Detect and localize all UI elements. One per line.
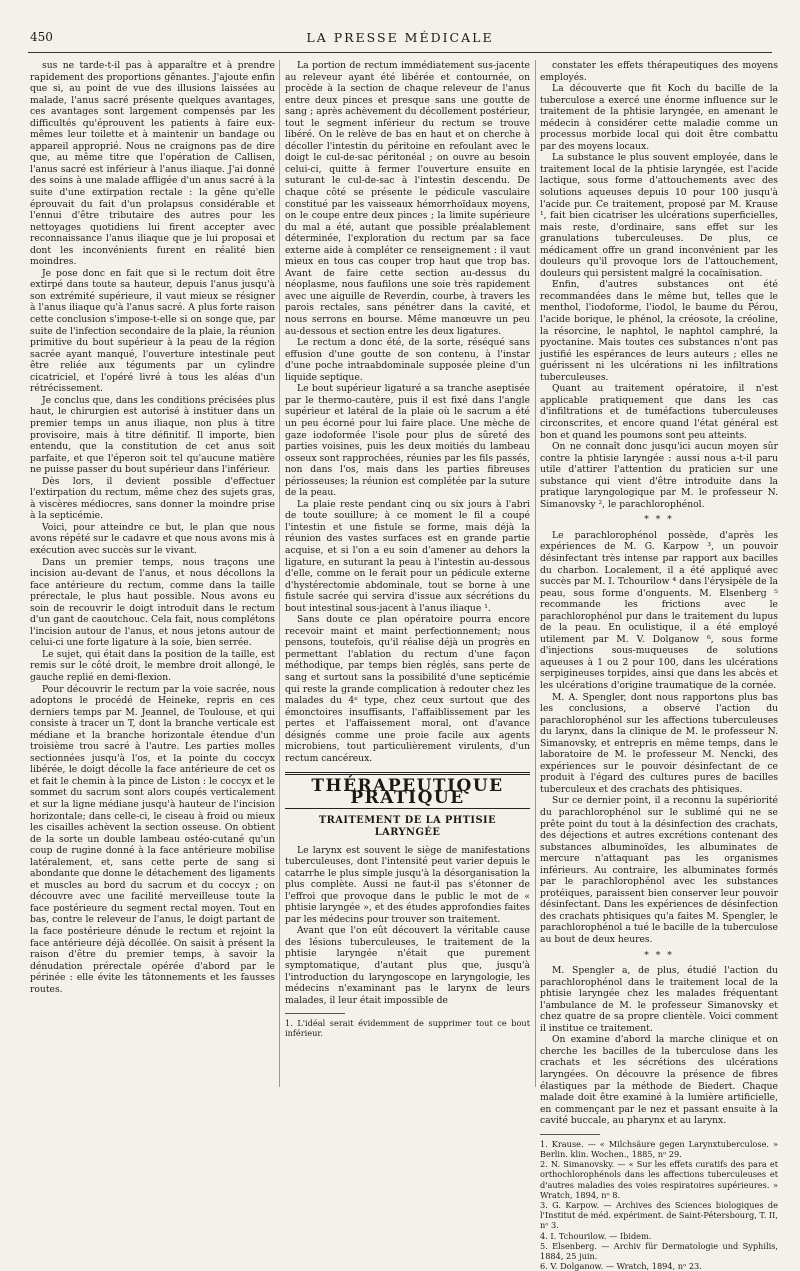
paragraph: Le parachlorophénol possède, d'après les expériences de M. G. Karpow ³, un pouvoir désinfectant très intense par rapport aux bacilles du charbon. Localement, il a été appliqué avec succès par M. I. Tchourilow ⁴ dans l'érysipèle de la peau, sous forme d'onguents. M. Elsenberg ⁵ recommande les frictions avec le parachlorophénol pur dans le traitement du lupus de la peau. En oculistique, il a été employé utilement par M. V. Dolganow ⁶, sous forme d'injections sous-muqueuses de solutions aqueuses à 1 ou 2 pour 100, dans les ulcérations serpigineuses torpides, ainsi que dans les abcès et les ulcérations d'origine traumatique de la cornée.: [540, 529, 778, 691]
paragraph: La plaie reste pendant cinq ou six jours à l'abri de toute souillure; à ce moment le fil a coupé l'intestin et une fistule se forme, mais déjà la réunion des vastes surfaces est en grande partie acquise, et si l'on a eu soin d'amener au dehors la ligature, en suturant la peau à l'intestin au-dessous d'elle, comme on le ferait pour un pédicule externe d'hystérectomie abdominale, tout se borne à une fistule sacrée qui servira d'issue aux sécrétions du bout intestinal sous-jacent à l'anus iliaque ¹.: [285, 498, 530, 614]
article-subtitle: TRAITEMENT DE LA PHTISIE LARYNGÉE: [318, 815, 497, 838]
header-rule: [28, 52, 772, 53]
paragraph: Le bout supérieur ligaturé a sa tranche aseptisée par le thermo-cautère, puis il est fixé dans l'angle supérieur et latéral de la plaie où le sacrum a été un peu écorné pour lui faire place. Une mèche de gaze iodoformée l'isole pour plus de sûreté des parties voisines, puis les deux moitiés du lambeau osseux sont rapprochées, réunies par les fils passés, non dans l'os, mais dans les parties fibreuses périosseuses; la réunion est complétée par la suture de la peau.: [285, 383, 530, 499]
footnote: 2. N. Simanovsky. — « Sur les effets curatifs des para et orthochlorophénols dans les affections tuberculeuses et d'autres maladies des voies respiratoires supérieures. » Wratch, 1894, nᵒ 8.: [540, 1159, 778, 1200]
section-header: [285, 772, 530, 809]
footnote: 4. I. Tchourilow. — Ibidem.: [540, 1230, 652, 1241]
paragraph: Dès lors, il devient possible d'effectuer l'extirpation du rectum, même chez des sujets gras, à viscères médiocres, sans donner la moindre prise à la septicémie.: [30, 475, 275, 522]
paragraph: M. Spengler a, de plus, étudié l'action du parachlorophénol dans le traitement local de la phtisie laryngée chez les malades fréquentant l'ambulance de M. le professeur Simanovsky et chez quatre de sa propre clientèle. Voici comment il institue ce traitement.: [540, 965, 778, 1034]
paragraph: Pour découvrir le rectum par la voie sacrée, nous adoptons le procédé de Heineke, repris en ces derniers temps par M. Jeannel, de Toulouse, et qui consiste à tracer un T, dont la branche verticale est médiane et la branche horizontale étendue d'un troisième trou sacré à l'autre. Les parties molles sectionnées jusqu'à l'os, et la pointe du coccyx libérée, le doigt décolle la face antérieure de cet os et fait le chemin à la pince de Liston : le coccyx et le sommet du sacrum sont alors coupés verticalement et sur la ligne médiane jusqu'à hauteur de l'incision horizontale; dans celle-ci, le ciseau à froid ou mieux les cisailles achèvent la section osseuse. On obtient de la sorte un double lambeau ostéo-cutané qu'un coup de rugine donné à la face antérieure mobilise latéralement, et, sans cette perte de sang si abondante que donne le détachement des ligaments et muscles au bord du sacrum et du coccyx ; on découvre avec une facilité merveilleuse toute la face postérieure du segment rectal moyen. Tout en bas, contre le releveur de l'anus, le doigt partant de la face postérieure dénude le rectum et rejoint la face antérieure déjà décollée. On saisit à présent la raison d'être du premier temps, à savoir la dénudation prérectale opérée d'abord par le périnée : elle évite les tâtonnements et les fausses routes.: [30, 683, 275, 995]
column-2: [285, 60, 530, 1092]
footnote-rule: [285, 1013, 345, 1014]
section-title: THÉRAPEUTIQUE PRATIQUE: [311, 776, 504, 808]
paragraph: On ne connaît donc jusqu'ici aucun moyen sûr contre la phtisie laryngée : aussi nous a-t-il paru utile d'attirer l'attention du praticien sur une substance qui vient d'être introduite dans la pratique laryngologique par M. le professeur N. Simanovsky ², le parachlorophénol.: [540, 441, 778, 510]
column-3: [540, 60, 778, 1271]
journal-title: LA PRESSE MÉDICALE: [306, 30, 494, 45]
paragraph: La découverte que fit Koch du bacille de la tuberculose a exercé une énorme influence sur le traitement de la phtisie laryngée, en amenant le médecin à considérer cette maladie comme un processus morbide local qui doit être combattu par des moyens locaux.: [540, 83, 778, 152]
paragraph: Sans doute ce plan opératoire pourra encore recevoir maint et maint perfectionnement; nous pensons, toutefois, qu'il réalise déjà un progrès en permettant l'ablation du rectum d'une façon méthodique, par temps bien réglés, sans perte de sang et surtout sans la possibilité d'une septicémie qui reste la grande complication à redouter chez les malades du 4ᵉ type, chez ceux surtout que des émonctoires insuffisants, l'affaiblissement par les pertes et l'affaissement moral, ont d'avance désignés comme une proie facile aux agents microbiens, tout particulièrement virulents, d'un rectum cancéreux.: [285, 614, 530, 764]
footnote: 3. G. Karpow. — Archives des Sciences biologiques de l'Institut de méd. expériment. de Saint-Pétersbourg, T. II, nᵒ 3.: [540, 1199, 778, 1231]
paragraph: M. A. Spengler, dont nous rapportons plus bas les conclusions, a observé l'action du parachlorophénol sur les affections tuberculeuses du larynx, dans la clinique de M. le professeur N. Simanovsky, et entrepris en même temps, dans le laboratoire de M. le professeur M. Nencki, des expériences sur le pouvoir désinfectant de ce produit à l'égard des cultures pures de bacilles tuberculeux et des crachats des phtisiques.: [540, 691, 778, 795]
paragraph: Voici, pour atteindre ce but, le plan que nous avons répété sur le cadavre et que nous avons mis à exécution avec succès sur le vivant.: [30, 521, 275, 556]
paragraph: Enfin, d'autres substances ont été recommandées dans le même but, telles que le menthol, l'iodoforme, l'iodol, le baume du Pérou, l'acide borique, le phénol, la créosote, la créoline, la résorcine, le naphtol, le naphtol camphré, la pyoctanine. Mais toutes ces substances n'ont pas justifié les espérances de leurs auteurs ; elles ne guérissent ni les ulcérations ni les infiltrations tuberculeuses.: [540, 279, 778, 383]
page-number: 450: [30, 30, 53, 44]
column-1: [30, 60, 275, 1092]
paragraph: Avant que l'on eût découvert la véritable cause des lésions tuberculeuses, le traitement de la phtisie laryngée n'était que purement symptomatique, d'autant plus que, jusqu'à l'introduction du laryngoscope en laryngologie, les médecins n'examinant pas le larynx de leurs malades, il leur était impossible de: [285, 925, 530, 1006]
paragraph: La portion de rectum immédiatement sus-jacente au releveur ayant été libérée et contournée, on procède à la section de chaque releveur de l'anus entre deux pinces et presque sans une goutte de sang ; après achèvement du décollement postérieur, tout le segment inférieur du rectum se trouve libéré. On le relève de bas en haut et on cherche à décoller l'intestin du péritoine en refoulant avec le doigt le cul-de-sac péritonéal ; on ouvre au besoin celui-ci, quitte à fermer l'ouverture ensuite en suturant le cul-de-sac à l'intestin descendu. De chaque côté se présente le pédicule vasculaire constitué par les vaisseaux hémorrhoïdaux moyens, on le coupe entre deux pinces ; la limite supérieure du mal a été, autant que possible préalablement déterminée, l'exploration du rectum par sa face externe aide à compléter ce renseignement : il vaut mieux en tous cas couper trop haut que trop bas. Avant de faire cette section au-dessus du néoplasme, nous faufilons une soie très rapidement avec une aiguille de Reverdin, courbe, à travers les parois rectales, sans pénétrer dans la cavité, et nous serrons en bourse. Même manœuvre un peu au-dessous et section entre les deux ligatures.: [285, 60, 530, 337]
paragraph: constater les effets thérapeutiques des moyens employés.: [540, 60, 778, 83]
footnote-rule: [540, 1134, 600, 1135]
footnote: 1. Krause. — « Milchsäure gegen Larynxtuberculose. » Berlin. klin. Wochen., 1885, nᵒ 29.: [540, 1138, 778, 1159]
paragraph: Le sujet, qui était dans la position de la taille, est remis sur le côté droit, le membre droit allongé, le gauche replié en demi-flexion.: [30, 648, 275, 683]
paragraph: Le larynx est souvent le siège de manifestations tuberculeuses, dont l'intensité peut varier depuis le catarrhe le plus simple jusqu'à la désorganisation la plus complète. Aussi ne faut-il pas s'étonner de l'effroi que provoque dans le public le mot de « phtisie laryngée », et des études approfondies faites par les médecins pour trouver son traitement.: [285, 844, 530, 925]
paragraph: Quant au traitement opératoire, il n'est applicable pratiquement que dans les cas d'infiltrations et de tuméfactions tuberculeuses circonscrites, et encore quand l'état général est bon et quand les poumons sont peu atteints.: [540, 383, 778, 441]
section-separator: * * *: [644, 949, 674, 961]
footnote: 1. L'idéal serait évidemment de supprimer tout ce bout inférieur.: [285, 1018, 530, 1039]
section-separator: * * *: [644, 514, 674, 526]
paragraph: Le rectum a donc été, de la sorte, réséqué sans effusion d'une goutte de son contenu, à l'instar d'une poche intraabdominale supposée pleine d'un liquide septique.: [285, 337, 530, 383]
paragraph: Je pose donc en fait que si le rectum doit être extirpé dans toute sa hauteur, depuis l'anus jusqu'à son extrémité supérieure, il vaut mieux se résigner à l'anus iliaque qu'à l'anus sacré. A plus forte raison cette conclusion s'impose-t-elle si on songe que, par suite de l'infection secondaire de la plaie, la réunion primitive du bout supérieur à la peau de la région sacrée ayant manqué, l'ouverture intestinale peut être reliée aux téguments par un cylindre cicatriciel, et l'opéré livré à tous les aléas d'un rétrécissement.: [30, 267, 275, 395]
footnote: 5. Elsenberg. — Archiv für Dermatologie und Syphilis, 1884, 25 juin.: [540, 1240, 778, 1261]
column-divider: [279, 60, 280, 1087]
paragraph: sus ne tarde-t-il pas à apparaître et à prendre rapidement des proportions gênantes. J'ajoute enfin que si, au point de vue des illusions laissées au malade, l'anus sacré présente quelques avantages, ces avantages sont largement compensés par les difficultés qu'éprouvent les patients à faire eux-mêmes leur toilette et à maintenir un bandage ou appareil approprié. Nous ne craignons pas de dire que, au même titre que l'opération de Callisen, l'anus sacré est inférieur à l'anus iliaque. J'ai donné des soins à une malade affligée d'un anus sacré à la suite d'une extirpation rectale : la gêne qu'elle éprouvait du fait d'un prolapsus considérable et l'ennui d'être tributaire des autres pour les nettoyages quotidiens lui firent accepter avec reconnaissance l'anus iliaque que je lui proposai et dont les inconvénients furent en réalité bien moindres.: [30, 60, 275, 268]
paragraph: On examine d'abord la marche clinique et on cherche les bacilles de la tuberculose dans les crachats et les sécrétions des ulcérations laryngées. On découvre la présence de fibres élastiques par la méthode de Biedert. Chaque malade doit être examiné à la lumière artificielle, en commençant par le nez et passant ensuite à la cavité buccale, au pharynx et au larynx.: [540, 1034, 778, 1127]
footnote: 6. V. Dolganow. — Wratch, 1894, nᵒ 23.: [540, 1261, 702, 1271]
paragraph: Sur ce dernier point, il a reconnu la supériorité du parachlorophénol sur le sublimé qui ne se prête point du tout à la désinfection des crachats, des déjections et autres excrétions contenant des substances albuminoïdes, les albuminates de mercure n'attaquant pas les organismes inférieurs. Au contraire, les albuminates formés par le parachlorophénol avec les substances protéiques, paraissent bien conserver leur pouvoir désinfectant. Dans les expériences de désinfection des crachats phtisiques qu'a faites M. Spengler, le parachlorophénol a tué le bacille de la tuberculose au bout de deux heures.: [540, 795, 778, 946]
paragraph: Je conclus que, dans les conditions précisées plus haut, le chirurgien est autorisé à instituer dans un premier temps un anus iliaque, non plus à titre provisoire, mais à titre définitif. Il importe, bien entendu, que la constitution de cet anus soit parfaite, et que l'éperon soit tel qu'aucune matière ne puisse passer du bout supérieur dans l'inférieur.: [30, 394, 275, 476]
paragraph: La substance le plus souvent employée, dans le traitement local de la phtisie laryngée, est l'acide lactique, sous forme d'attouchements avec des solutions aqueuses depuis 10 pour 100 jusqu'à l'acide pur. Ce traitement, proposé par M. Krause ¹, fait bien cicatriser les ulcérations superficielles, mais reste, d'ordinaire, sans effet sur les granulations tuberculeuses. De plus, ce médicament offre un grand inconvénient par les douleurs qu'il provoque lors de l'attouchement, douleurs qui persistent malgré la cocaïnisation.: [540, 152, 778, 279]
column-divider: [535, 60, 536, 1087]
paragraph: Dans un premier temps, nous traçons une incision au-devant de l'anus, et nous décollons la face antérieure du rectum, comme dans la taille prérectale, le plus haut possible. Nous avons eu soin de recouvrir le doigt introduit dans le rectum d'un gant de caoutchouc. Cela fait, nous complétons l'incision autour de l'anus, et nous jetons autour de celui-ci une forte ligature à la soie, bien serrée.: [30, 556, 275, 649]
